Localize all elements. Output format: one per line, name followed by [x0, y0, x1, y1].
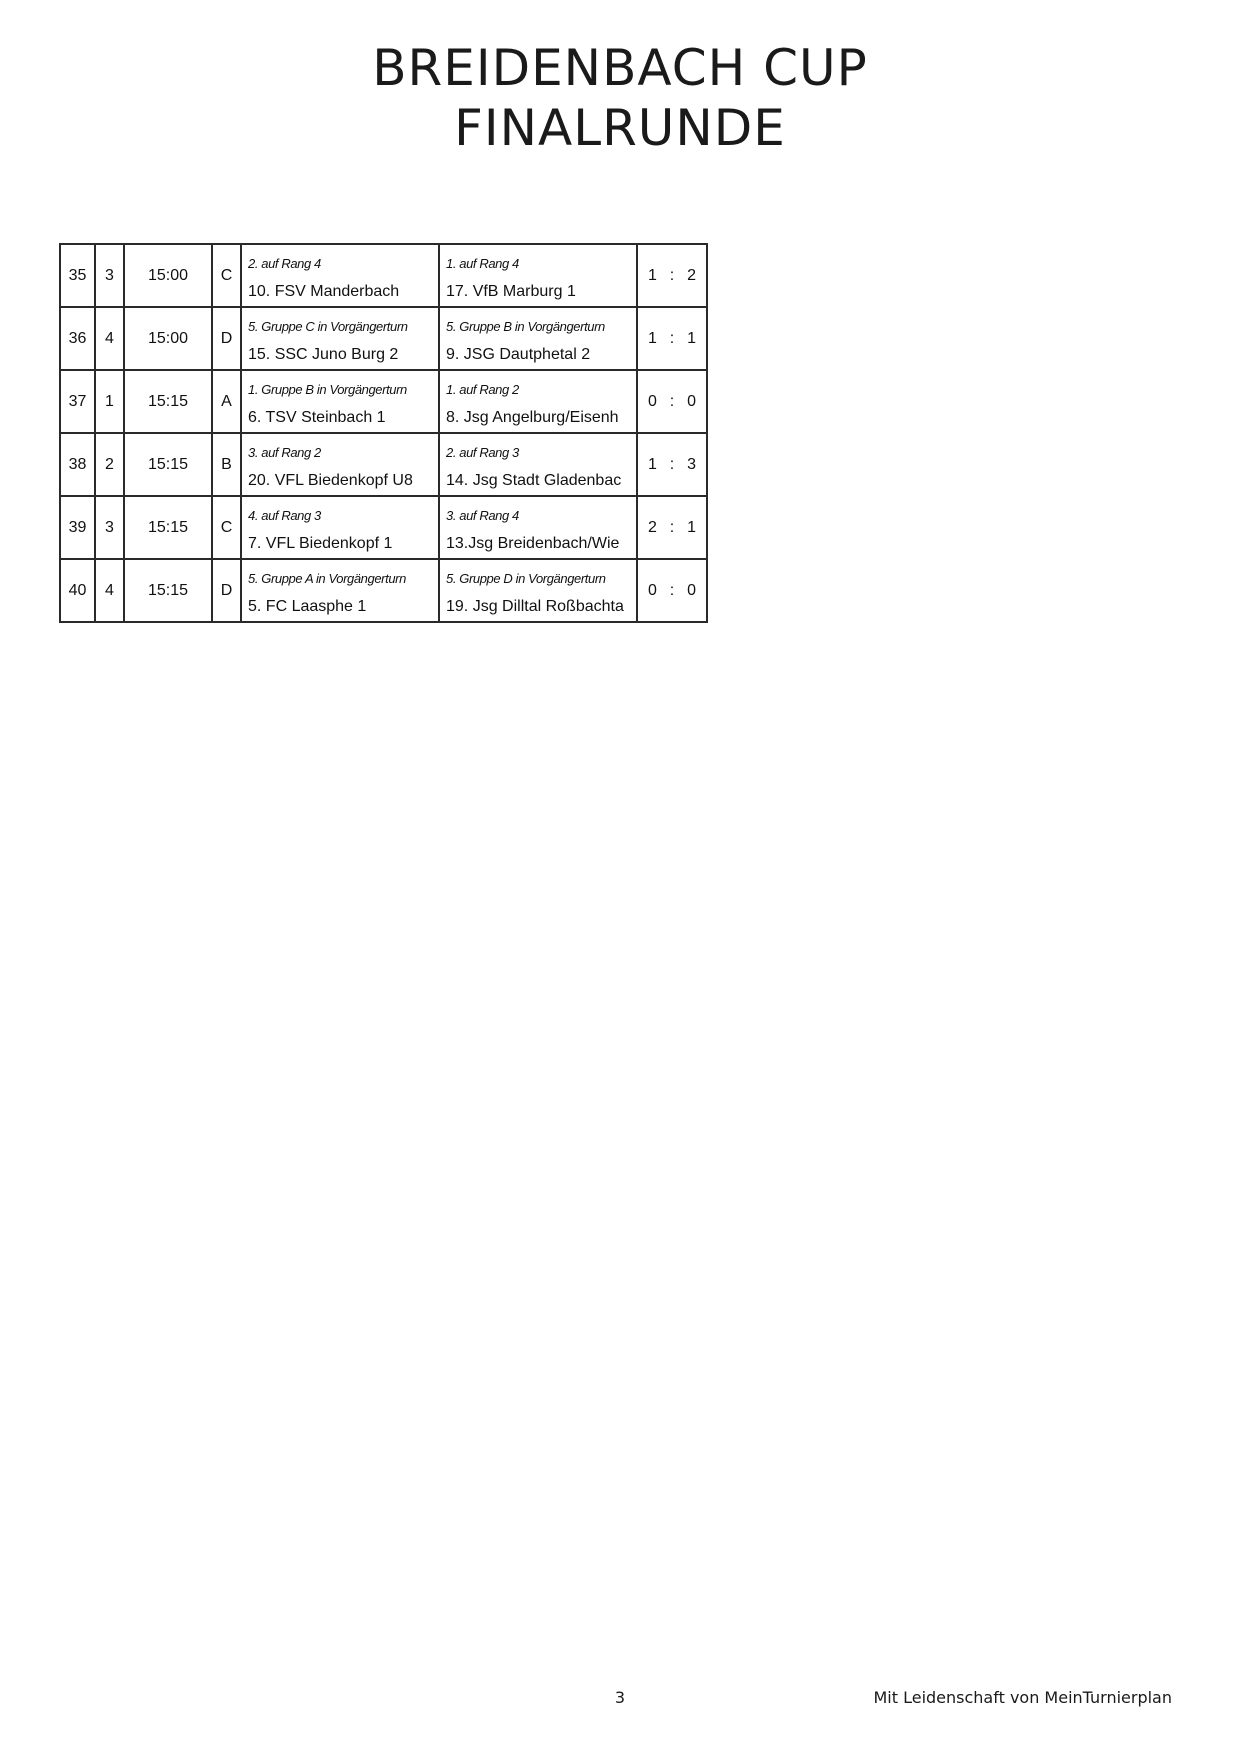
score-away: 3: [687, 455, 696, 473]
score-separator: :: [669, 518, 675, 536]
away-team-name: 14. Jsg Stadt Gladenbac: [446, 472, 622, 489]
score-separator: :: [669, 455, 675, 473]
score-away: 1: [687, 518, 696, 536]
home-team-cell: [241, 496, 439, 559]
away-team-qualifier: 2. auf Rang 3: [446, 445, 519, 460]
score-wrapper: [638, 267, 706, 285]
home-team-cell: [241, 244, 439, 307]
score-home: 1: [648, 329, 657, 347]
away-team-cell: [439, 496, 637, 559]
match-row: [60, 307, 707, 370]
match-field: 3: [95, 244, 124, 307]
away-team-cell: [439, 307, 637, 370]
score-wrapper: [638, 456, 706, 474]
away-team-wrapper: [440, 438, 636, 491]
match-time: 15:15: [124, 433, 212, 496]
match-number: 39: [60, 496, 95, 559]
score-wrapper: [638, 330, 706, 348]
home-team-name: 6. TSV Steinbach 1: [248, 409, 386, 426]
match-score: [637, 433, 707, 496]
score-separator: :: [669, 581, 675, 599]
home-team-name: 7. VFL Biedenkopf 1: [248, 535, 393, 552]
match-row: [60, 244, 707, 307]
match-row: [60, 370, 707, 433]
match-score: [637, 559, 707, 622]
away-team-cell: [439, 433, 637, 496]
score-wrapper: [638, 519, 706, 537]
match-score: [637, 244, 707, 307]
home-team-qualifier: 2. auf Rang 4: [248, 256, 321, 271]
home-team-qualifier: 3. auf Rang 2: [248, 445, 321, 460]
match-group: A: [212, 370, 241, 433]
away-team-wrapper: [440, 564, 636, 617]
score-home: 1: [648, 266, 657, 284]
match-group: C: [212, 496, 241, 559]
away-team-wrapper: [440, 375, 636, 428]
score-away: 0: [687, 581, 696, 599]
away-team-name: 17. VfB Marburg 1: [446, 283, 576, 300]
match-field: 2: [95, 433, 124, 496]
score-separator: :: [669, 392, 675, 410]
home-team-wrapper: [242, 501, 438, 554]
match-field: 1: [95, 370, 124, 433]
score-wrapper: [638, 582, 706, 600]
match-number: 36: [60, 307, 95, 370]
away-team-name: 13.Jsg Breidenbach/Wie: [446, 535, 620, 552]
score-home: 1: [648, 455, 657, 473]
footer-brand-text: Mit Leidenschaft von MeinTurnierplan: [873, 1688, 1172, 1707]
away-team-name: 9. JSG Dautphetal 2: [446, 346, 591, 363]
match-row: [60, 496, 707, 559]
away-team-qualifier: 3. auf Rang 4: [446, 508, 519, 523]
home-team-qualifier: 5. Gruppe C in Vorgängerturn: [248, 319, 408, 334]
away-team-wrapper: [440, 249, 636, 302]
home-team-name: 20. VFL Biedenkopf U8: [248, 472, 413, 489]
home-team-cell: [241, 559, 439, 622]
home-team-name: 15. SSC Juno Burg 2: [248, 346, 399, 363]
match-table: [59, 243, 708, 623]
away-team-qualifier: 5. Gruppe B in Vorgängerturn: [446, 319, 605, 334]
away-team-wrapper: [440, 312, 636, 365]
match-field: 4: [95, 307, 124, 370]
away-team-name: 8. Jsg Angelburg/Eisenh: [446, 409, 619, 426]
match-group: B: [212, 433, 241, 496]
home-team-qualifier: 4. auf Rang 3: [248, 508, 321, 523]
score-home: 2: [648, 518, 657, 536]
match-field: 4: [95, 559, 124, 622]
away-team-cell: [439, 559, 637, 622]
match-table-body: [60, 244, 707, 622]
match-score: [637, 496, 707, 559]
match-row: [60, 559, 707, 622]
page-title: BREIDENBACH CUP: [372, 39, 868, 97]
home-team-cell: [241, 433, 439, 496]
match-number: 40: [60, 559, 95, 622]
match-time: 15:00: [124, 307, 212, 370]
score-away: 2: [687, 266, 696, 284]
home-team-wrapper: [242, 564, 438, 617]
home-team-name: 10. FSV Manderbach: [248, 283, 400, 300]
match-time: 15:15: [124, 496, 212, 559]
score-away: 1: [687, 329, 696, 347]
away-team-qualifier: 1. auf Rang 4: [446, 256, 519, 271]
away-team-cell: [439, 244, 637, 307]
home-team-qualifier: 5. Gruppe A in Vorgängerturn: [248, 571, 406, 586]
score-home: 0: [648, 392, 657, 410]
away-team-wrapper: [440, 501, 636, 554]
score-away: 0: [687, 392, 696, 410]
match-time: 15:00: [124, 244, 212, 307]
score-separator: :: [669, 329, 675, 347]
match-field: 3: [95, 496, 124, 559]
match-group: D: [212, 559, 241, 622]
home-team-cell: [241, 307, 439, 370]
score-separator: :: [669, 266, 675, 284]
match-group: D: [212, 307, 241, 370]
match-number: 37: [60, 370, 95, 433]
home-team-wrapper: [242, 438, 438, 491]
match-time: 15:15: [124, 559, 212, 622]
home-team-wrapper: [242, 312, 438, 365]
match-row: [60, 433, 707, 496]
match-score: [637, 370, 707, 433]
away-team-cell: [439, 370, 637, 433]
away-team-name: 19. Jsg Dilltal Roßbachta: [446, 598, 624, 615]
match-score: [637, 307, 707, 370]
match-number: 35: [60, 244, 95, 307]
home-team-cell: [241, 370, 439, 433]
home-team-name: 5. FC Laasphe 1: [248, 598, 367, 615]
away-team-qualifier: 5. Gruppe D in Vorgängerturn: [446, 571, 606, 586]
page-number: 3: [614, 1688, 626, 1707]
match-time: 15:15: [124, 370, 212, 433]
match-group: C: [212, 244, 241, 307]
away-team-qualifier: 1. auf Rang 2: [446, 382, 519, 397]
match-number: 38: [60, 433, 95, 496]
home-team-wrapper: [242, 249, 438, 302]
home-team-qualifier: 1. Gruppe B in Vorgängerturn: [248, 382, 407, 397]
score-home: 0: [648, 581, 657, 599]
score-wrapper: [638, 393, 706, 411]
page-subtitle: FINALRUNDE: [454, 99, 786, 157]
home-team-wrapper: [242, 375, 438, 428]
